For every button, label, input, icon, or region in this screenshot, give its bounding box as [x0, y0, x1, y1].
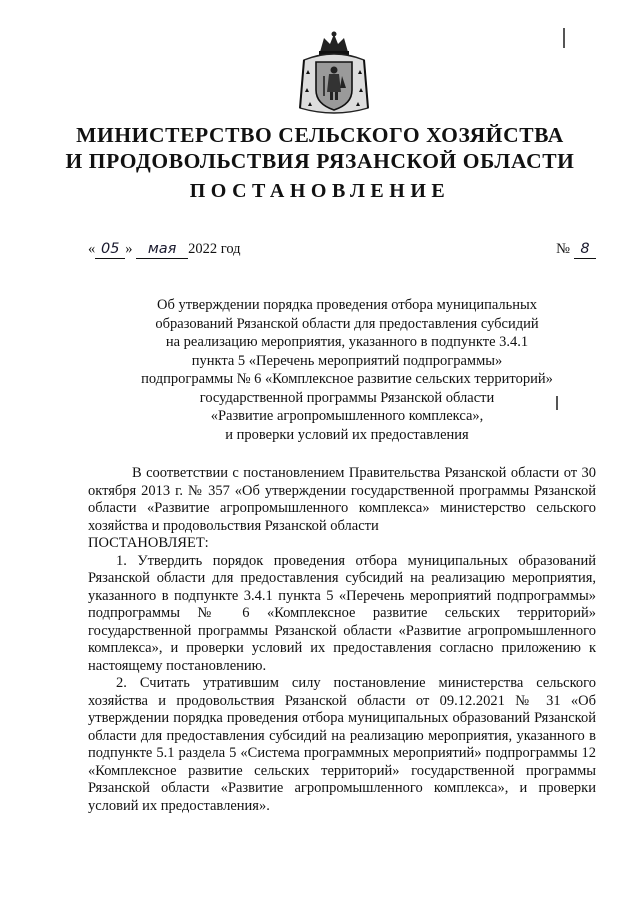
subject-line: пункта 5 «Перечень мероприятий подпрограммы» [191, 352, 503, 369]
subject-line: образований Рязанской области для предоставления субсидий [155, 315, 539, 332]
ministry-name-line1: МИНИСТЕРСТВО СЕЛЬСКОГО ХОЗЯЙСТВА [76, 123, 564, 147]
subject-line: государственной программы Рязанской области [199, 389, 495, 406]
document-number [556, 240, 596, 259]
date-quote-close: » [125, 241, 133, 257]
scan-mark [563, 28, 565, 48]
date-month-handwritten: мая [136, 240, 188, 259]
clause-2: 2. Считать утратившим силу постановление министерства сельского хозяйства и продовольствия Рязанской области от 09.12.2021 № 31 «Об утверждении порядка проведения отбора муниципальных образований Рязанской области для предоставления субсидий на реализацию мероприятия, указанного в подпункте 5.1 раздела 5 «Система программных мероприятий» подпрограммы 12 «Комплексное развитие сельских территорий» государственной программы Рязанской области «Развитие агропромышленного комплекса», и проверки условий их предоставления». [88, 675, 596, 814]
document-body [88, 465, 596, 815]
subject-line: подпрограммы № 6 «Комплексное развитие сельских территорий» [141, 371, 553, 387]
scan-mark [556, 396, 558, 410]
subject-line: и проверки условий их предоставления [225, 426, 469, 443]
number-value-handwritten: 8 [574, 240, 596, 259]
date-day-handwritten: 05 [95, 240, 125, 259]
document-date [88, 240, 241, 259]
clause-1: 1. Утвердить порядок проведения отбора муниципальных образований Рязанской области для предоставления субсидий на реализацию мероприятия, указанного в подпункте 3.4.1 пункта 5 «Перечень мероприятий подпрограммы» подпрограммы № 6 «Комплексное развитие сельских территорий» государственной программы Рязанской области «Развитие агропромышленного комплекса», и проверки условий их предоставления согласно приложению к настоящему постановлению. [88, 552, 596, 674]
ministry-name-line2: И ПРОДОВОЛЬСТВИЯ РЯЗАНСКОЙ ОБЛАСТИ [65, 149, 575, 173]
date-quote-open: « [88, 241, 96, 257]
subject-line: «Развитие агропромышленного комплекса», [210, 408, 484, 424]
preamble-paragraph: В соответствии с постановлением Правительства Рязанской области от 30 октября 2013 г. № 357 «Об утверждении государственной программы Рязанской области «Развитие агропромышленного комплекса» министерство сельского хозяйства и продовольствия Рязанской области [88, 465, 596, 534]
document-type-title: ПОСТАНОВЛЕНИЕ [189, 180, 451, 202]
number-prefix: № [556, 241, 570, 257]
resolves-keyword: ПОСТАНОВЛЯЕТ: [88, 535, 209, 551]
document-subject [112, 296, 582, 444]
subject-line: Об утверждении порядка проведения отбора муниципальных [156, 297, 538, 313]
coat-of-arms-icon [294, 30, 374, 116]
date-year: 2022 год [188, 241, 241, 257]
subject-line: на реализацию мероприятия, указанного в подпункте 3.4.1 [165, 334, 529, 350]
